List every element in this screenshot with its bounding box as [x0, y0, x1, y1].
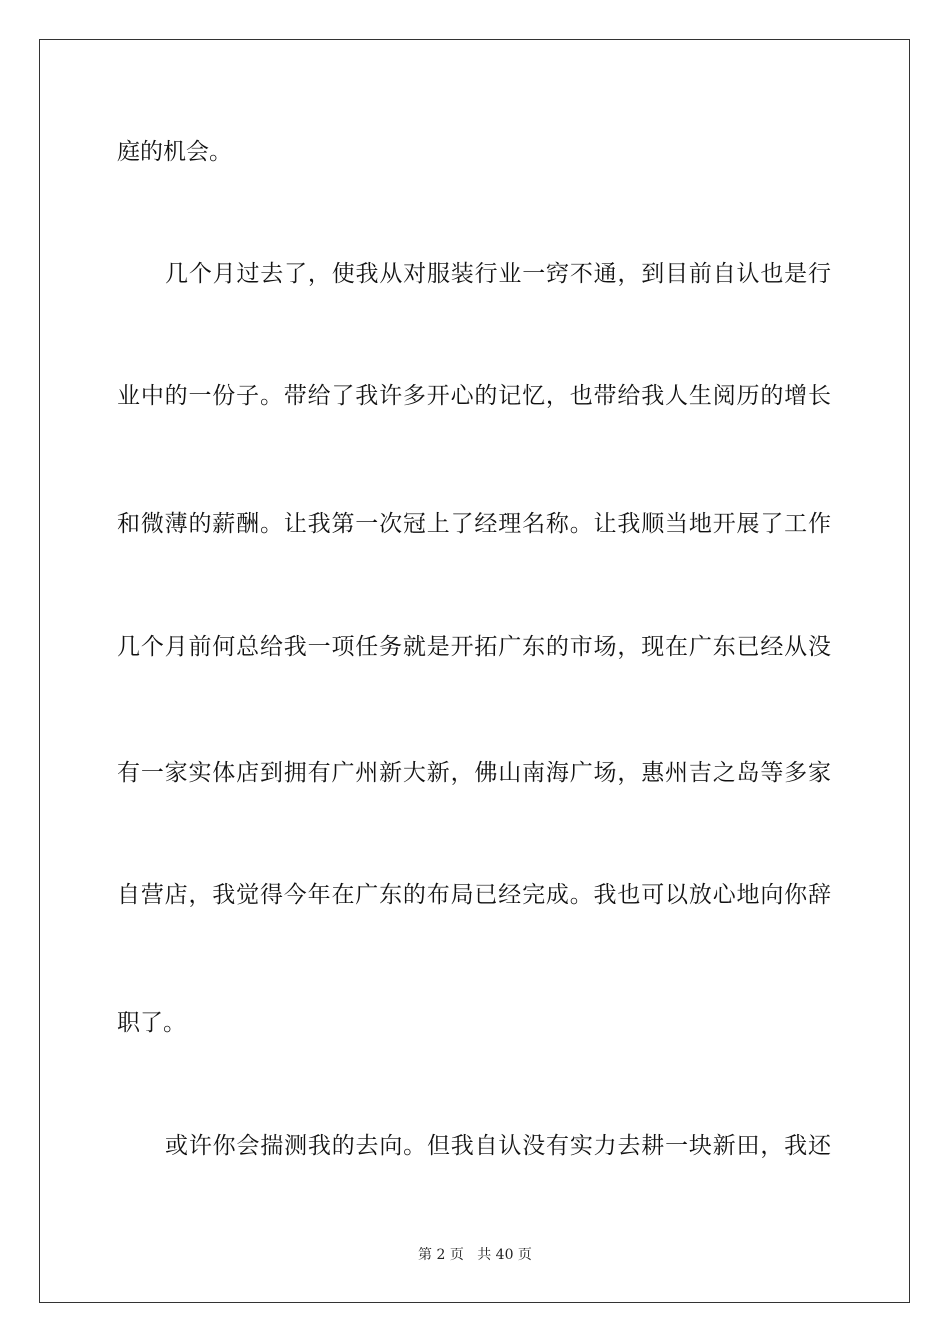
- text-line-7: 自营店，我觉得今年在广东的布局已经完成。我也可以放心地向你辞: [117, 882, 831, 908]
- text-line-4: 和微薄的薪酬。让我第一次冠上了经理名称。让我顺当地开展了工作: [117, 511, 831, 537]
- text-line-6: 有一家实体店到拥有广州新大新，佛山南海广场，惠州吉之岛等多家: [117, 760, 831, 786]
- page-number: 第 2 页: [418, 1247, 464, 1263]
- text-line-5: 几个月前何总给我一项任务就是开拓广东的市场，现在广东已经从没: [117, 634, 831, 660]
- text-line-1: 庭的机会。: [117, 139, 232, 165]
- text-line-9: 或许你会揣测我的去向。但我自认没有实力去耕一块新田，我还: [165, 1133, 831, 1159]
- page-footer: [0, 1246, 950, 1264]
- text-line-8: 职了。: [117, 1010, 186, 1036]
- text-line-3: 业中的一份子。带给了我许多开心的记忆，也带给我人生阅历的增长: [117, 383, 831, 409]
- text-line-2: 几个月过去了，使我从对服装行业一窍不通，到目前自认也是行: [165, 261, 831, 287]
- page-border: [39, 39, 910, 1303]
- page-total: 共 40 页: [477, 1247, 532, 1263]
